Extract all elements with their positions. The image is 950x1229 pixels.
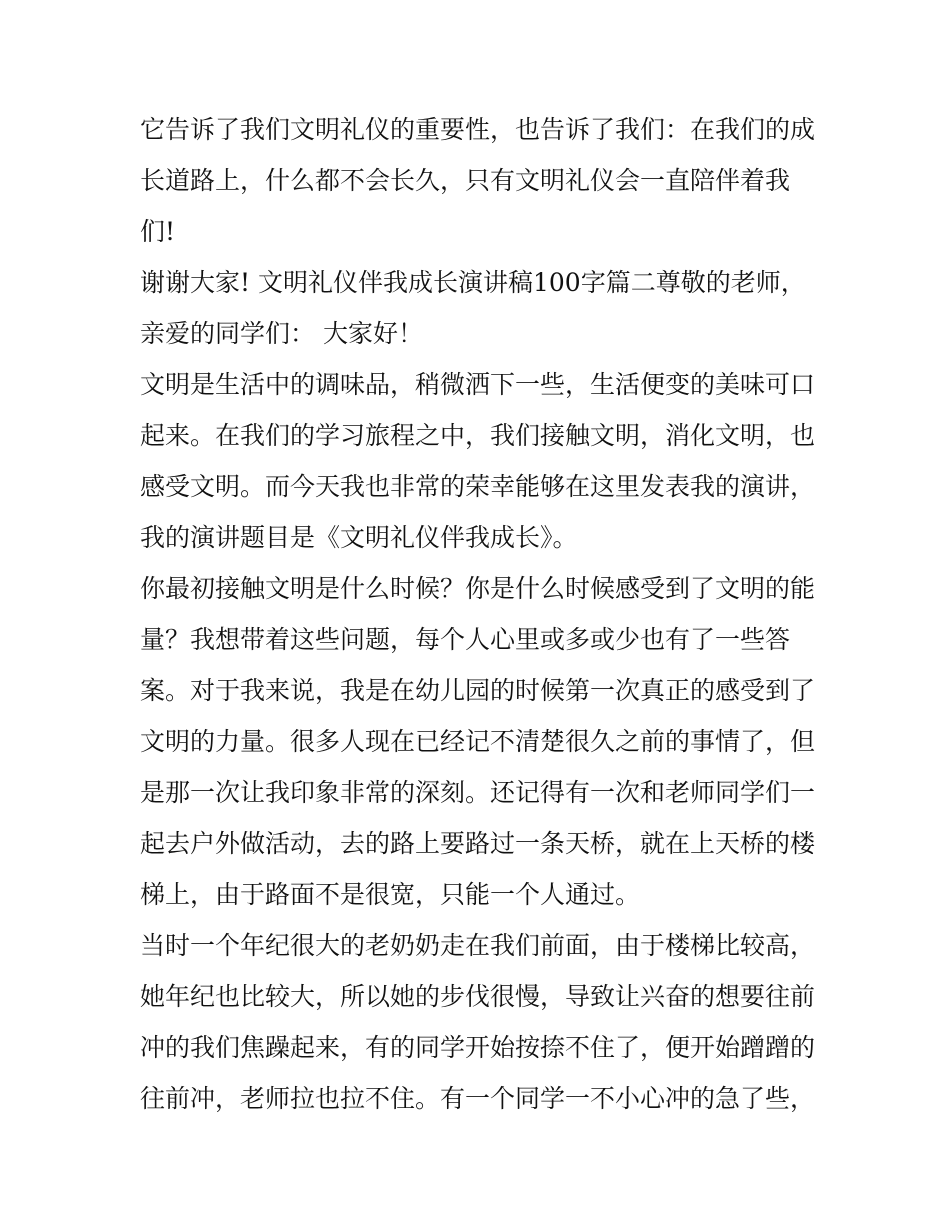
text-line: 亲爱的同学们： 大家好！ xyxy=(140,319,423,348)
text-line: 起去户外做活动，去的路上要路过一条天桥，就在上天桥的楼 xyxy=(140,829,816,858)
text-line: 我的演讲题目是《文明礼仪伴我成长》。 xyxy=(140,523,578,552)
text-line: 是那一次让我印象非常的深刻。还记得有一次和老师同学们一 xyxy=(140,778,816,807)
text-line: 你最初接触文明是什么时候？你是什么时候感受到了文明的能 xyxy=(140,574,816,603)
text-line: 文明的力量。很多人现在已经记不清楚很久之前的事情了，但 xyxy=(140,727,816,756)
text-line: 它告诉了我们文明礼仪的重要性，也告诉了我们：在我们的成 xyxy=(140,115,816,144)
text-line: 当时一个年纪很大的老奶奶走在我们前面，由于楼梯比较高， xyxy=(140,931,816,960)
text-line: 起来。在我们的学习旅程之中，我们接触文明，消化文明，也 xyxy=(140,421,816,450)
text-line: 谢谢大家! 文明礼仪伴我成长演讲稿100字篇二尊敬的老师， xyxy=(140,268,806,297)
body-text xyxy=(140,104,820,1124)
text-line: 梯上，由于路面不是很宽，只能一个人通过。 xyxy=(140,880,641,909)
text-line: 往前冲，老师拉也拉不住。有一个同学一不小心冲的急了些， xyxy=(140,1084,816,1113)
text-line: 量？我想带着这些问题，每个人心里或多或少也有了一些答 xyxy=(140,625,791,654)
text-line: 文明是生活中的调味品，稍微洒下一些，生活便变的美味可口 xyxy=(140,370,816,399)
text-line: 案。对于我来说，我是在幼儿园的时候第一次真正的感受到了 xyxy=(140,676,816,705)
text-line: 感受文明。而今天我也非常的荣幸能够在这里发表我的演讲， xyxy=(140,472,816,501)
text-line: 长道路上，什么都不会长久，只有文明礼仪会一直陪伴着我 xyxy=(140,166,791,195)
text-line: 们! xyxy=(140,217,176,246)
text-line: 她年纪也比较大，所以她的步伐很慢，导致让兴奋的想要往前 xyxy=(140,982,816,1011)
text-line: 冲的我们焦躁起来，有的同学开始按捺不住了，便开始蹭蹭的 xyxy=(140,1033,816,1062)
